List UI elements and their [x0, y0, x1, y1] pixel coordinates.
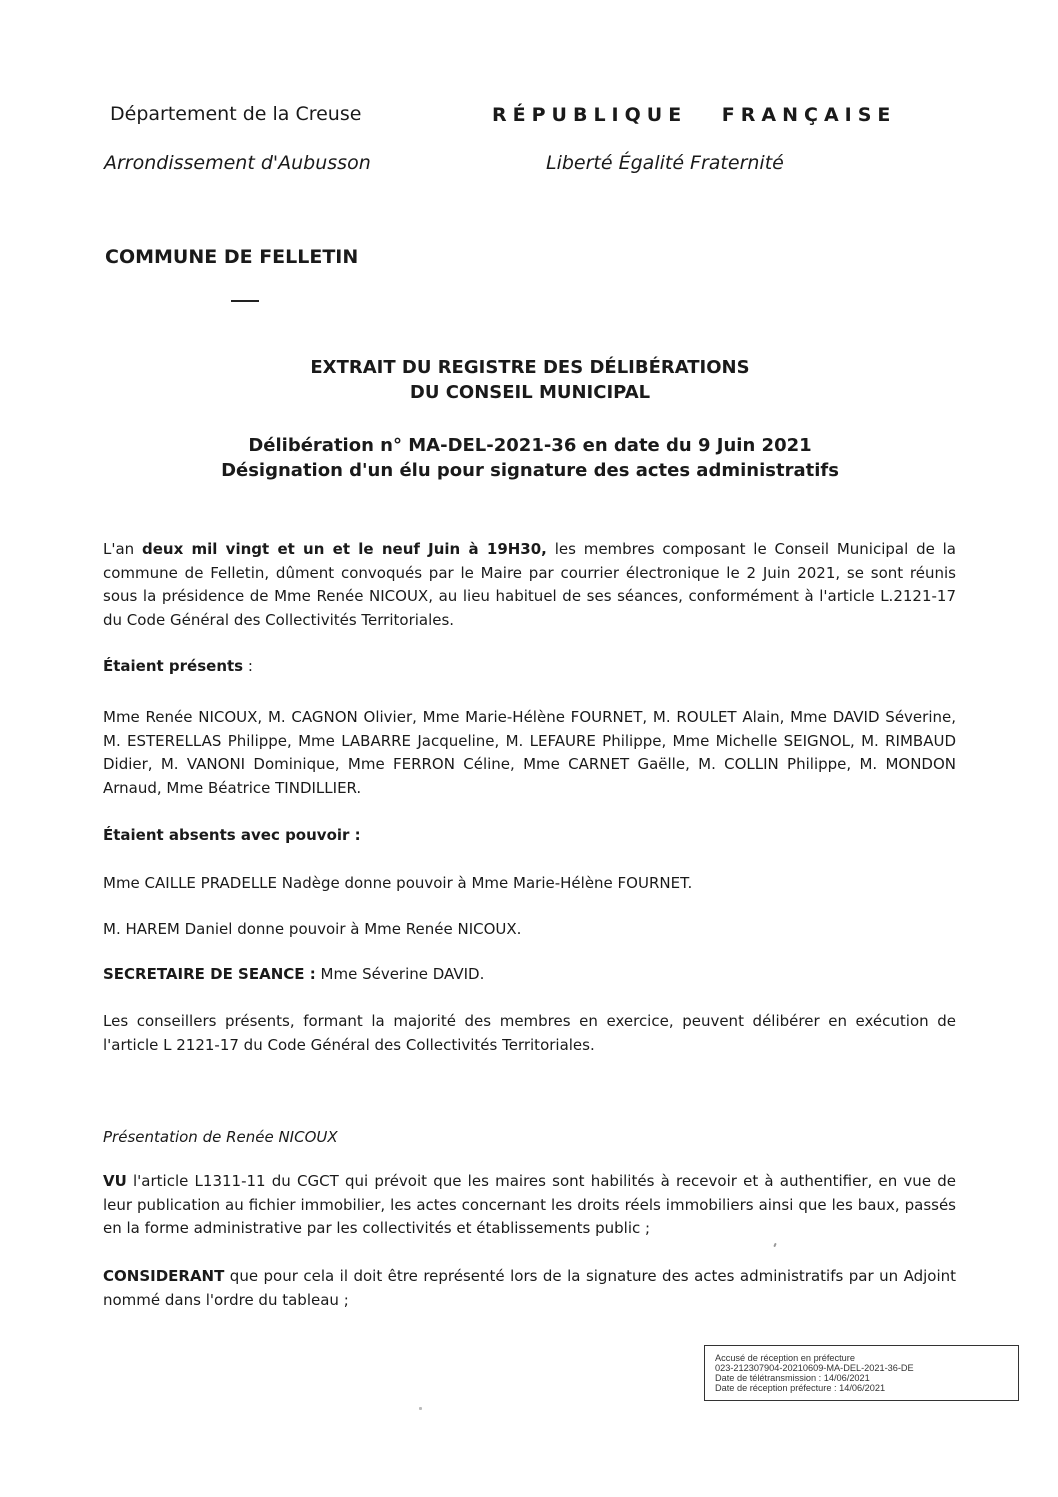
presents-heading-text: Étaient présents [103, 657, 244, 675]
presents-colon: : [243, 657, 253, 675]
republique-title: RÉPUBLIQUE FRANÇAISE [492, 104, 897, 126]
stamp-line-3: Date de télétransmission : 14/06/2021 [715, 1373, 870, 1383]
considerant-label: CONSIDERANT [103, 1267, 225, 1285]
vu-label: VU [103, 1172, 127, 1190]
commune-name: COMMUNE DE FELLETIN [105, 246, 359, 268]
secretaire-label: SECRETAIRE DE SEANCE : [103, 965, 316, 983]
absent-item-1: Mme CAILLE PRADELLE Nadège donne pouvoir à Mme Marie-Hélène FOURNET. [103, 874, 693, 892]
arrondissement-label: Arrondissement d'Aubusson [104, 152, 371, 174]
considerant-text: que pour cela il doit être représenté lors de la signature des actes administratifs par un Adjoint nommé dans l'ordre du tableau ; [103, 1267, 956, 1309]
deliberation-number: Délibération n° MA-DEL-2021-36 en date du 9 Juin 2021 [248, 435, 812, 456]
deliberation-heading [100, 433, 960, 483]
intro-text: les membres composant le Conseil Municipal de la commune de Felletin, dûment convoqués par le Maire par courrier électronique le 2 Juin 2021, se sont réunis sous la présidence de Mme Renée NICOUX, au lieu habituel de ses séances, conformément à l'article L.2121-17 du Code Général des Collectivités Territoriales. [103, 540, 956, 629]
intro-date: deux mil vingt et un et le neuf Juin à 19H30, [141, 540, 547, 558]
considerant-paragraph [103, 1265, 956, 1312]
secretaire-value: Mme Séverine DAVID. [315, 965, 485, 983]
intro-paragraph [103, 538, 956, 632]
separator-dash [231, 300, 259, 302]
presents-heading [103, 657, 253, 675]
stamp-line-1: Accusé de réception en préfecture [715, 1353, 855, 1363]
absent-item-2: M. HAREM Daniel donne pouvoir à Mme Renée NICOUX. [103, 920, 522, 938]
title-line-2: DU CONSEIL MUNICIPAL [409, 382, 651, 403]
scan-speck [419, 1407, 422, 1410]
presentation-label: Présentation de Renée NICOUX [103, 1128, 338, 1146]
prefecture-receipt-stamp [704, 1345, 1019, 1401]
vu-paragraph [103, 1170, 956, 1241]
absents-heading: Étaient absents avec pouvoir : [103, 826, 361, 844]
stamp-line-4: Date de réception préfecture : 14/06/2021 [715, 1383, 886, 1393]
deliberation-subject: Désignation d'un élu pour signature des actes administratifs [221, 460, 839, 481]
scan-speck [773, 1243, 777, 1247]
devise-label: Liberté Égalité Fraternité [546, 152, 784, 174]
presents-list: Mme Renée NICOUX, M. CAGNON Olivier, Mme Marie-Hélène FOURNET, M. ROULET Alain, Mme DAVID Séverine, M. ESTERELLAS Philippe, Mme LABARRE Jacqueline, M. LEFAURE Philippe, Mme Michelle SEIGNOL, M. RIMBAUD Didier, M. VANONI Dominique, Mme FERRON Céline, Mme CARNET Gaëlle, M. COLLIN Philippe, M. MONDON Arnaud, Mme Béatrice TINDILLIER. [103, 708, 956, 797]
quorum-paragraph: Les conseillers présents, formant la majorité des membres en exercice, peuvent délibérer en exécution de l'article L 2121-17 du Code Général des Collectivités Territoriales. [103, 1012, 956, 1054]
vu-text: l'article L1311-11 du CGCT qui prévoit que les maires sont habilités à recevoir et à authentifier, en vue de leur publication au fichier immobilier, les actes concernant les droits réels immobiliers ainsi que les baux, passés en la forme administrative par les collectivités et établissements public ; [103, 1172, 956, 1237]
departement-label: Département de la Creuse [110, 103, 362, 125]
secretaire-line [103, 963, 484, 985]
stamp-line-2: 023-212307904-20210609-MA-DEL-2021-36-DE [715, 1363, 914, 1373]
document-title [100, 355, 960, 405]
title-line-1: EXTRAIT DU REGISTRE DES DÉLIBÉRATIONS [310, 357, 750, 378]
intro-prefix: L'an [103, 540, 142, 558]
